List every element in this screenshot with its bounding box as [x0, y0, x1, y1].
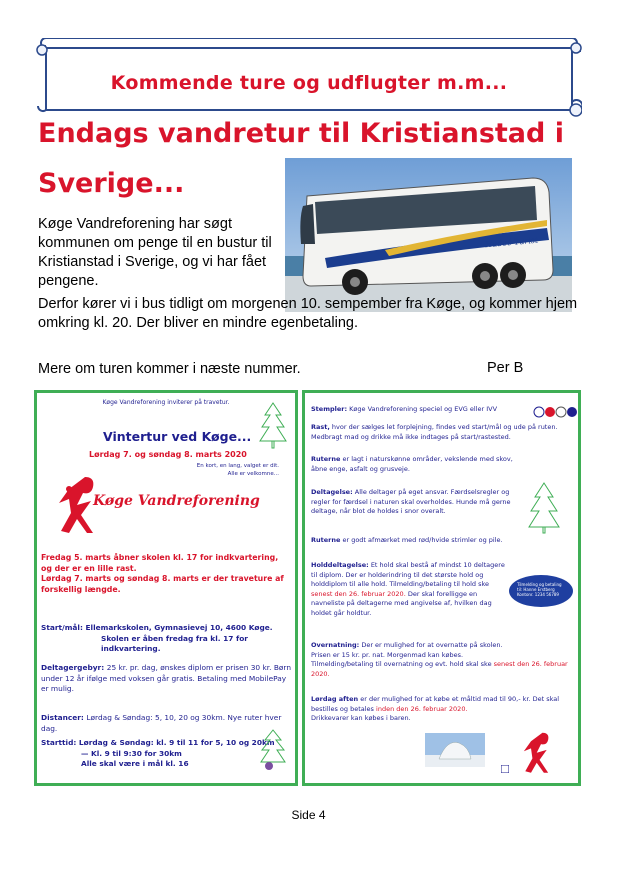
bus-photo	[285, 158, 572, 312]
distance-text: Lørdag & Søndag: 5, 10, 20 og 30km. Nye ruter hver dag.	[41, 713, 282, 733]
lordag-text-2: Drikkevarer kan købes i baren.	[311, 714, 411, 723]
poster-tagline-2: Alle er velkomne...	[227, 471, 279, 477]
deltagelse-label: Deltagelse:	[311, 488, 353, 496]
hold-label: Holddeltagelse:	[311, 561, 369, 569]
tree-icon	[259, 401, 287, 449]
stempler-label: Stempler:	[311, 405, 348, 413]
article-paragraph-3: Mere om turen kommer i næste nummer.	[38, 361, 301, 377]
deltagelse-text: Alle deltager på eget ansvar. Færdselsregler og regler for færdsel i naturen skal overholdes. Hunde må gerne deltage, når blot de holdes i snor overalt.	[311, 488, 511, 516]
overnat-text-3: Tilmelding/betaling til overnatning og evt. hold skal ske	[311, 660, 492, 669]
start-text-2: Skolen er åben fredag fra kl. 17 for indkvartering.	[101, 633, 248, 653]
fee-label: Deltagergebyr:	[41, 663, 105, 672]
distance-label: Distancer:	[41, 713, 84, 722]
walker-logo-small-icon	[521, 729, 561, 775]
article-paragraph-1: Køge Vandreforening har søgt kommunen om penge til en bustur til Kristianstad i Sverige, og vi har fået pengene.	[38, 216, 272, 289]
stempler-text: Køge Vandreforening speciel og EVG eller IVV	[349, 405, 498, 413]
poster-left	[34, 390, 298, 786]
rast-label: Rast,	[311, 423, 330, 431]
time-text-3: Alle skal være i mål kl. 16	[81, 759, 189, 768]
banner-title: Kommende ture og udflugter m.m...	[110, 72, 508, 94]
poster-red-line2: og der er en lille rast.	[41, 563, 137, 573]
payment-bubble: Tilmelding og betaling til: Hanne Erstberg Kontonr. 1234 56789	[509, 575, 573, 607]
poster-title: Vintertur ved Køge...	[103, 429, 252, 444]
hold-text-1: Et hold skal bestå af mindst 10 deltagere til diplom.	[311, 561, 505, 579]
overnat-label: Overnatning:	[311, 641, 360, 649]
fee-text: 25 kr. pr. dag, ønskes diplom er prisen 30 kr. Børn under 12 år ifølge med voksen går gratis. Betaling med MobilePay er mulig.	[41, 663, 292, 693]
article-headline-line2: Sverige...	[38, 168, 185, 199]
article-signature: Per B	[487, 360, 524, 376]
tree-icon-right	[527, 481, 561, 535]
overnat-text-2: Prisen er 15 kr. pr. nat. Morgenmad kan købes.	[311, 650, 464, 659]
ruter-label: Ruterne	[311, 455, 341, 463]
poster-invite: Køge Vandreforening inviterer på travetur.	[102, 399, 230, 406]
logo-text: Køge Vandreforening	[93, 493, 260, 509]
overnat-text-1: Der er mulighed for at overnatte på skolen.	[361, 641, 503, 649]
time-label: Starttid:	[41, 738, 77, 747]
start-text: Ellemarkskolen, Gymnasievej 10, 4600 Køge.	[85, 623, 273, 632]
tree-small-icon	[259, 728, 287, 772]
ruter-text: er lagt i naturskønne områder, vekslende med skov, åbne enge, asfalt og grusveje.	[311, 455, 513, 473]
poster-dates: Lørdag 7. og søndag 8. marts 2020	[89, 450, 247, 459]
time-text-1: Lørdag & Søndag: kl. 9 til 11 for 5, 10 og 20km	[78, 738, 275, 747]
small-badge-icon	[501, 765, 509, 773]
page-number: Side 4	[291, 808, 326, 822]
lordag-date: inden den 26. februar 2020.	[376, 704, 468, 713]
poster-red-line3: Lørdag 7. marts og søndag 8. marts er der traveture af	[41, 574, 284, 583]
afmaerket-label: Ruterne	[311, 536, 341, 544]
hold-text-2: Der er holderindring til det største hold og holddiplom til alle hold. Tilmelding/betaling til hold ske	[311, 570, 490, 589]
afmaerket-text: er godt afmærket med rød/hvide strimler og pile.	[342, 536, 503, 544]
snow-photo	[425, 733, 485, 767]
hold-text-3: Der skal forelligge en navneliste på deltagerne med angivelse af, hvilken dag holdet går holdtur.	[311, 589, 492, 617]
poster-red-line4: forskellig længde.	[41, 584, 121, 594]
article-headline-line1: Endags vandretur til Kristianstad i	[38, 118, 565, 149]
overnat-date: senest den 26. februar 2020.	[311, 660, 568, 678]
bus-logo-text: Hudeč Turist	[484, 235, 539, 250]
poster-right	[302, 390, 581, 786]
lordag-label: Lørdag aften	[311, 695, 359, 703]
hold-date: senest den 26. februar 2020.	[311, 589, 406, 598]
poster-tagline-1: En kort, en lang, valget er dit.	[196, 463, 279, 469]
badges	[533, 403, 577, 422]
rast-text: hvor der sælges let forplejning, findes ved start/mål og ude på ruten. Medbragt mad og drikke må ikke indtages på start/rastested.	[311, 423, 558, 441]
start-label: Start/mål:	[41, 623, 83, 632]
article-paragraph-2: Derfor kører vi i bus tidligt om morgenen 10. sempember fra Køge, og kommer hjem omkring kl. 20. Der bliver en mindre egenbetaling.	[38, 296, 578, 331]
lordag-text: er der mulighed for at købe et måltid mad til 90,- kr. Det skal bestilles og betales	[311, 695, 560, 713]
poster-red-line1: Fredag 5. marts åbner skolen kl. 17 for indkvartering,	[41, 553, 279, 562]
title-banner	[36, 38, 582, 120]
time-text-2: — Kl. 9 til 9:30 for 30km	[81, 748, 182, 758]
